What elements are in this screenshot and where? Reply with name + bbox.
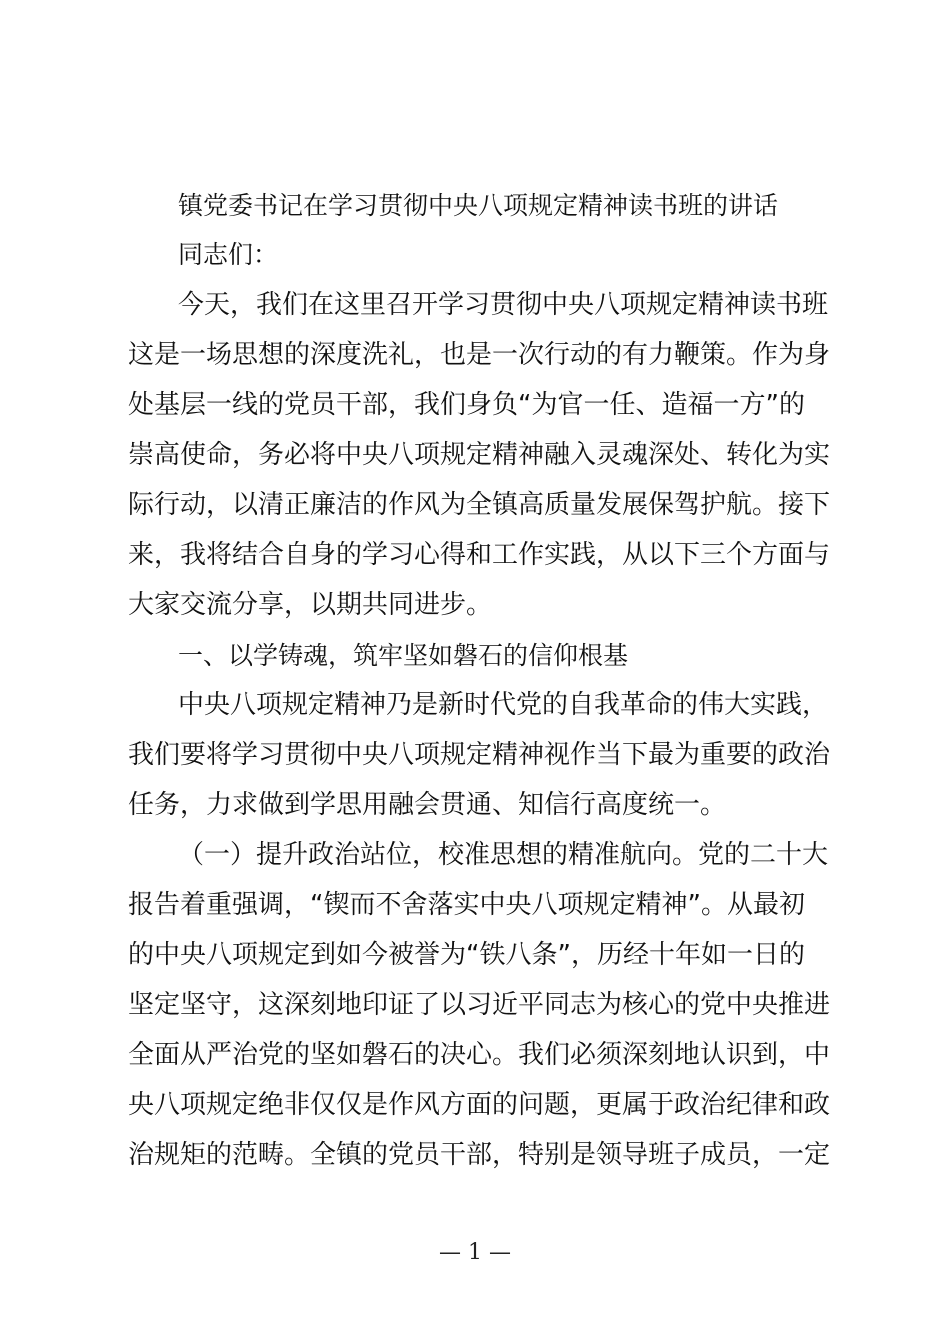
paragraph-intro bbox=[128, 280, 833, 630]
text-line: 的中央八项规定到如今被誉为“铁八条”，历经十年如一日的 bbox=[128, 940, 805, 970]
text-line: 来，我将结合自身的学习心得和工作实践，从以下三个方面与 bbox=[128, 540, 831, 570]
text-line: （一）提升政治站位，校准思想的精准航向。党的二十大 bbox=[178, 840, 829, 870]
text-line: 坚定坚守，这深刻地印证了以习近平同志为核心的党中央推进 bbox=[128, 990, 831, 1020]
text-line: 任务，力求做到学思用融会贯通、知信行高度统一。 bbox=[128, 790, 727, 820]
text-line: 治规矩的范畴。全镇的党员干部，特别是领导班子成员，一定 bbox=[128, 1140, 831, 1170]
paragraph-section-intro bbox=[128, 680, 833, 830]
text-line: 央八项规定绝非仅仅是作风方面的问题，更属于政治纪律和政 bbox=[128, 1090, 831, 1120]
page-number: — 1 — bbox=[439, 1240, 511, 1265]
paragraph-subsection-1 bbox=[128, 830, 833, 1180]
text-line: 中央八项规定精神乃是新时代党的自我革命的伟大实践， bbox=[178, 690, 829, 720]
text-line: 际行动，以清正廉洁的作风为全镇高质量发展保驾护航。接下 bbox=[128, 490, 831, 520]
text-line: 今天，我们在这里召开学习贯彻中央八项规定精神读书班 bbox=[178, 290, 829, 320]
text-line: 全面从严治党的坚如磐石的决心。我们必须深刻地认识到，中 bbox=[128, 1040, 831, 1070]
salutation: 同志们： bbox=[178, 240, 279, 269]
document-title: 镇党委书记在学习贯彻中央八项规定精神读书班的讲话 bbox=[178, 191, 779, 220]
section-heading: 一、以学铸魂，筑牢坚如磐石的信仰根基 bbox=[178, 641, 629, 670]
text-line: 崇高使命，务必将中央八项规定精神融入灵魂深处、转化为实 bbox=[128, 440, 831, 470]
text-line: 报告着重强调，“锲而不舍落实中央八项规定精神”。从最初 bbox=[128, 890, 805, 920]
text-line: 这是一场思想的深度洗礼，也是一次行动的有力鞭策。作为身 bbox=[128, 340, 831, 370]
text-line: 大家交流分享，以期共同进步。 bbox=[128, 590, 493, 620]
text-line: 处基层一线的党员干部，我们身负“为官一任、造福一方”的 bbox=[128, 390, 805, 420]
text-line: 我们要将学习贯彻中央八项规定精神视作当下最为重要的政治 bbox=[128, 740, 831, 770]
